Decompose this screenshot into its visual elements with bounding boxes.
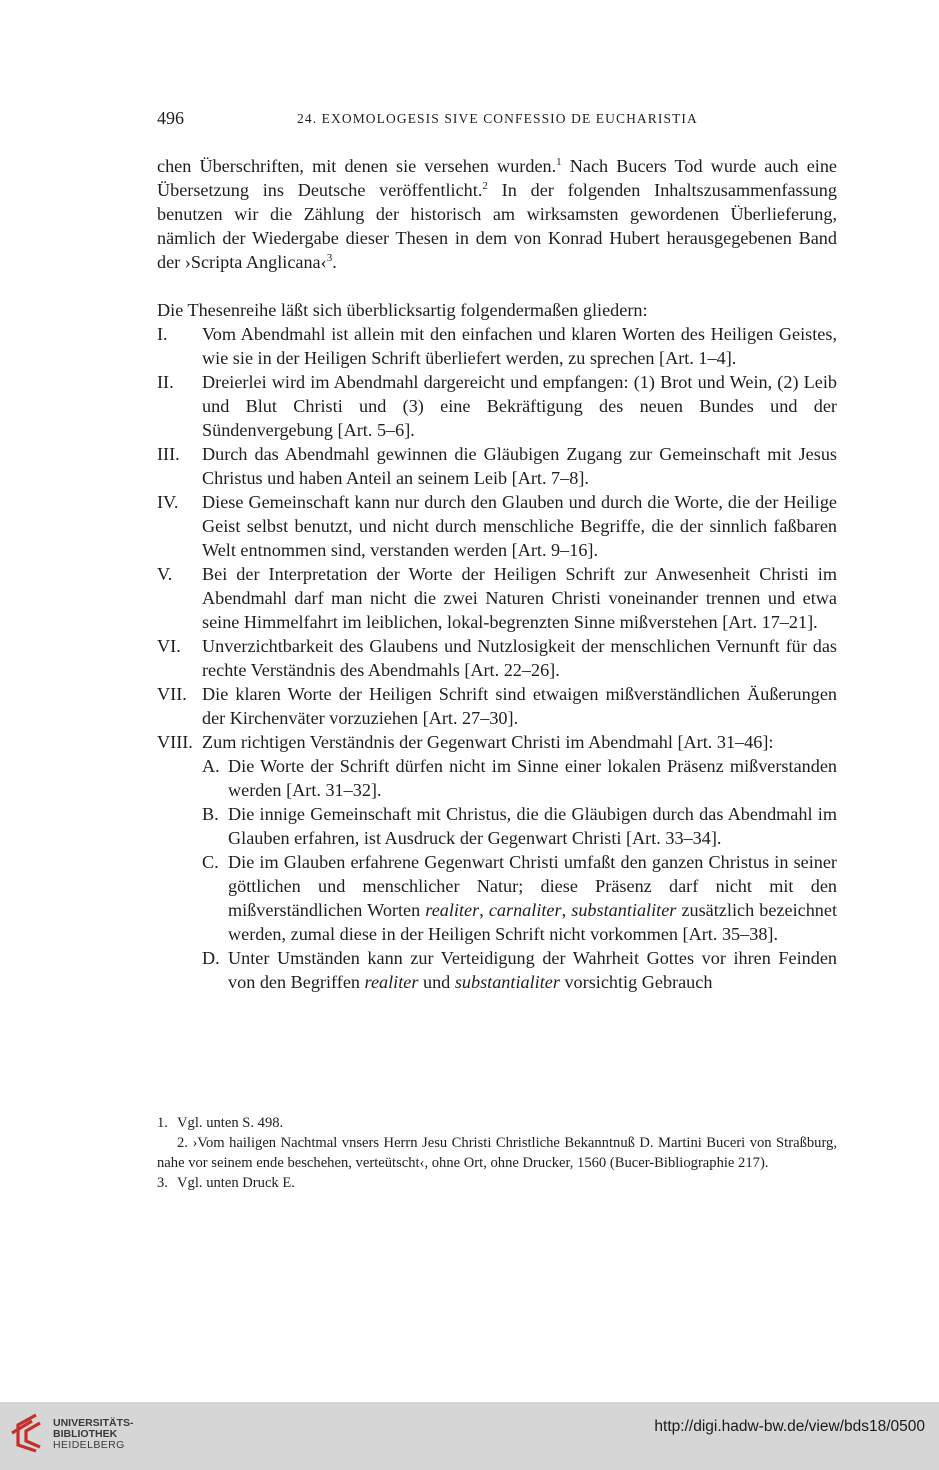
thesis-number: I.	[157, 324, 168, 344]
thesis-text: Diese Gemeinschaft kann nur durch den Glauben und durch die Worte, die der Heilige Geist selbst benutzt, und nicht durch menschliche Begriffe, die der sinnlich faßbaren Welt entnommen sind, verstanden werden [Art. 9–16].	[202, 492, 837, 560]
thesis-text: Bei der Interpretation der Worte der Heiligen Schrift zur Anwesenheit Christi im Abendmahl darf man nicht die zwei Naturen Christi voneinander trennen und etwa seine Himmelfahrt im leiblichen, lokal-begrenzten Sinne mißverstehen [Art. 17–21].	[202, 564, 837, 632]
permalink-url[interactable]: http://digi.hadw-bw.de/view/bds18/0500	[654, 1418, 925, 1435]
library-logo-text	[53, 1418, 134, 1451]
footnote-number: 3.	[157, 1175, 168, 1191]
running-title: 24. EXOMOLOGESIS SIVE CONFESSIO DE EUCHARISTIA	[297, 111, 698, 126]
subthesis-letter: A.	[202, 756, 220, 776]
footnote-text: Vgl. unten Druck E.	[177, 1175, 295, 1191]
main-text	[157, 154, 837, 994]
latin-term: realiter	[425, 900, 480, 920]
paragraph-1	[157, 154, 837, 274]
footnotes	[157, 1113, 837, 1193]
subthesis-item	[157, 754, 837, 802]
thesis-number: VII.	[157, 684, 187, 704]
footnote-text: Vgl. unten S. 498.	[177, 1115, 284, 1131]
thesis-text: Zum richtigen Verständnis der Gegenwart Christi im Abendmahl [Art. 31–46]:	[202, 732, 774, 752]
footnote	[157, 1173, 837, 1193]
footnote-number: 1.	[157, 1115, 168, 1131]
text-run: .	[332, 252, 337, 272]
latin-term: substantialiter	[571, 900, 677, 920]
theses-intro: Die Thesenreihe läßt sich überblicksartig folgendermaßen gliedern:	[157, 300, 648, 320]
thesis-number: III.	[157, 444, 180, 464]
footnote	[157, 1113, 837, 1133]
thesis-number: V.	[157, 564, 173, 584]
thesis-number: IV.	[157, 492, 179, 512]
thesis-text: Dreierlei wird im Abendmahl dargereicht und empfangen: (1) Brot und Wein, (2) Leib und Blut Christi und (3) eine Bekräftigung des neuen Bundes und der Sündenvergebung [Art. 5–6].	[202, 372, 837, 440]
subthesis-item	[157, 850, 837, 946]
footnote-ref-3: 3	[326, 252, 333, 264]
subthesis-text: Die im Glauben erfahrene Gegenwart Christi umfaßt den ganzen Christus in seiner göttlichen und menschlicher Natur; diese Präsenz darf nicht mit den mißverständlichen Worten	[228, 852, 837, 920]
thesis-number: VIII.	[157, 732, 193, 752]
text-run: Nach Bucers Tod wurde auch eine Übersetzung ins Deutsche veröffentlicht.	[157, 156, 837, 200]
footnote	[157, 1133, 837, 1173]
thesis-item	[157, 322, 837, 370]
thesis-text: Vom Abendmahl ist allein mit den einfachen und klaren Worten des Heiligen Geistes, wie sie in der Heiligen Schrift überliefert werden, zu sprechen [Art. 1–4].	[202, 324, 837, 368]
text-run: ,	[479, 900, 489, 920]
subthesis-text: Die Worte der Schrift dürfen nicht im Sinne einer lokalen Präsenz mißverstanden werden [Art. 31–32].	[228, 756, 837, 800]
latin-term: substantialiter	[454, 972, 560, 992]
text-run: und	[418, 972, 455, 992]
thesis-item	[157, 562, 837, 634]
subthesis-text: Unter Umständen kann zur Verteidigung der Wahrheit Gottes vor ihren Feinden von den Begriffen	[228, 948, 837, 992]
thesis-text: Unverzichtbarkeit des Glaubens und Nutzlosigkeit der menschlichen Vernunft für das rechte Verständnis des Abendmahls [Art. 22–26].	[202, 636, 837, 680]
logo-line: BIBLIOTHEK	[53, 1428, 118, 1440]
text-run: vorsichtig Gebrauch	[559, 972, 713, 992]
text-run: chen Überschriften, mit denen sie versehen wurden.	[157, 156, 557, 176]
thesis-item	[157, 634, 837, 682]
thesis-number: VI.	[157, 636, 181, 656]
subthesis-item	[157, 946, 837, 994]
subthesis-letter: C.	[202, 852, 219, 872]
thesis-text: Durch das Abendmahl gewinnen die Gläubigen Zugang zur Gemeinschaft mit Jesus Christus und haben Anteil an seinem Leib [Art. 7–8].	[202, 444, 837, 488]
page-header	[157, 108, 837, 132]
subthesis-item	[157, 802, 837, 850]
subthesis-letter: B.	[202, 804, 219, 824]
text-run: zusätzlich bezeichnet werden, zumal diese in der Heiligen Schrift nicht vorkommen [Art. 35–38].	[228, 900, 838, 944]
subthesis-text: Die innige Gemeinschaft mit Christus, die die Gläubigen durch das Abendmahl im Glauben erfahren, ist Ausdruck der Gegenwart Christi [Art. 33–34].	[228, 804, 837, 848]
footnote-ref-1: 1	[556, 156, 562, 168]
thesis-number: II.	[157, 372, 174, 392]
library-logo-icon[interactable]	[10, 1411, 48, 1455]
thesis-item	[157, 442, 837, 490]
latin-term: carnaliter	[488, 900, 562, 920]
logo-line: HEIDELBERG	[53, 1439, 125, 1451]
logo-line: UNIVERSITÄTS-	[53, 1417, 134, 1429]
latin-term: realiter	[364, 972, 419, 992]
thesis-item	[157, 370, 837, 442]
page-number: 496	[157, 108, 184, 128]
subthesis-letter: D.	[202, 948, 220, 968]
thesis-item	[157, 730, 837, 754]
thesis-item	[157, 682, 837, 730]
footnote-text: ›Vom hailigen Nachtmal vnsers Herrn Jesu Christi Christliche Bekanntnuß D. Martini Buceri von Straßburg, nahe vor seinem ende beschehen, verteütscht‹, ohne Ort, ohne Drucker, 1560 (Bucer-Bibliographie 217).	[157, 1135, 837, 1171]
thesis-item	[157, 490, 837, 562]
text-run: ,	[561, 900, 572, 920]
viewer-footer-bar	[0, 1402, 939, 1470]
text-run: In der folgenden Inhaltszusammenfassung benutzen wir die Zählung der historisch am wirksamsten gewordenen Überlieferung, nämlich der Wiedergabe dieser Thesen in dem von Konrad Hubert herausgegebenen Band der ›Scripta Anglicana‹	[157, 180, 837, 272]
footnote-number: 2.	[177, 1135, 188, 1151]
thesis-text: Die klaren Worte der Heiligen Schrift sind etwaigen mißverständlichen Äußerungen der Kirchenväter vorzuziehen [Art. 27–30].	[202, 684, 837, 728]
footnote-ref-2: 2	[482, 180, 488, 192]
